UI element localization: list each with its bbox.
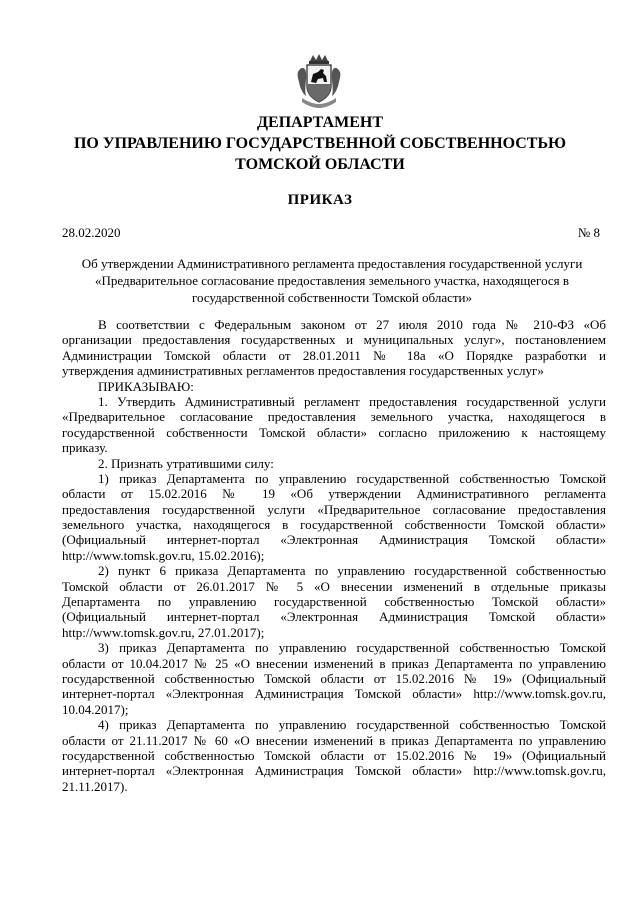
body-line: утверждения административных регламентов предоставления государственных услуг» [62,363,544,379]
order-body-text [62,317,606,794]
body-line: 4) приказ Департамента по управлению государственной собственностью Томской [98,717,606,733]
body-line: государственной собственностью Томской области от 15.02.2016 № 19» (Официальный [62,747,606,763]
body-line: области от 15.02.2016 № 19 «Об утверждении Административного регламента [62,486,606,502]
department-line: ДЕПАРТАМЕНТ [257,114,383,131]
body-line: области от 21.11.2017 № 60 «О внесении изменений в приказ Департамента по управлению [62,732,606,748]
body-line: Департамента по управлению государственной собственностью Томской области» [62,594,606,610]
body-line: приказу. [62,440,108,456]
tomsk-coat-of-arms-icon [296,52,342,110]
body-line: Администрации Томской области от 28.01.2011 № 18а «О Порядке разработки и [62,347,606,363]
body-line: http://www.tomsk.gov.ru, 27.01.2017); [62,624,265,640]
department-name [40,112,600,175]
subject-line: Об утверждении Административного регламента предоставления государственной услуги [81,256,583,271]
body-line: 1. Утвердить Административный регламент предоставления государственной услуги [98,393,606,409]
body-line: Томской области от 26.01.2017 № 5 «О внесении изменений в отдельные приказы [62,578,606,594]
body-line: области от 10.04.2017 № 25 «О внесении изменений в приказ Департамента по управлению [62,655,606,671]
body-line: государственной собственностью Томской области от 15.02.2016 № 19» (Официальный [62,670,606,686]
body-line: (Официальный интернет-портал «Электронная Администрация Томской области» [62,532,606,548]
document-type-title: ПРИКАЗ [287,192,353,208]
body-line: (Официальный интернет-портал «Электронная Администрация Томской области» [62,609,606,625]
order-date: 28.02.2020 [62,225,121,240]
body-line: земельного участка, находящегося в государственной собственности Томской области» [62,517,606,533]
order-number: № 8 [577,225,600,240]
body-line: 3) приказ Департамента по управлению государственной собственностью Томской [98,640,606,656]
body-line: организации предоставления государственных и муниципальных услуг», постановлением [62,332,606,348]
body-line: ПРИКАЗЫВАЮ: [98,378,194,394]
subject-line: «Предварительное согласование предоставления земельного участка, находящегося в [94,273,570,288]
department-line: ТОМСКОЙ ОБЛАСТИ [235,156,405,173]
body-line: http://www.tomsk.gov.ru, 15.02.2016); [62,547,265,563]
body-line: 2. Признать утратившими силу: [98,455,274,471]
body-line: 21.11.2017). [62,778,128,794]
body-line: предоставления государственной услуги «Предварительное согласование предоставления [62,501,606,517]
body-line: «Предварительное согласование предоставления земельного участка, находящегося в [62,409,606,425]
body-line: В соответствии с Федеральным законом от 27 июля 2010 года № 210-ФЗ «Об [98,317,606,332]
order-subject [62,255,602,306]
department-line: ПО УПРАВЛЕНИЮ ГОСУДАРСТВЕННОЙ СОБСТВЕННОСТЬЮ [73,135,567,152]
body-line: интернет-портал «Электронная Администрация Томской области» http://www.tomsk.gov.ru, [62,686,606,702]
body-line: 1) приказ Департамента по управлению государственной собственностью Томской [98,470,606,486]
body-line: 10.04.2017); [62,701,129,717]
subject-line: государственной собственности Томской области» [192,290,472,305]
body-line: государственной собственности Томской области» согласно приложению к настоящему [62,424,606,440]
body-line: 2) пункт 6 приказа Департамента по управлению государственной собственностью [98,563,606,579]
body-line: интернет-портал «Электронная Администрация Томской области» http://www.tomsk.gov.ru, [62,763,606,779]
